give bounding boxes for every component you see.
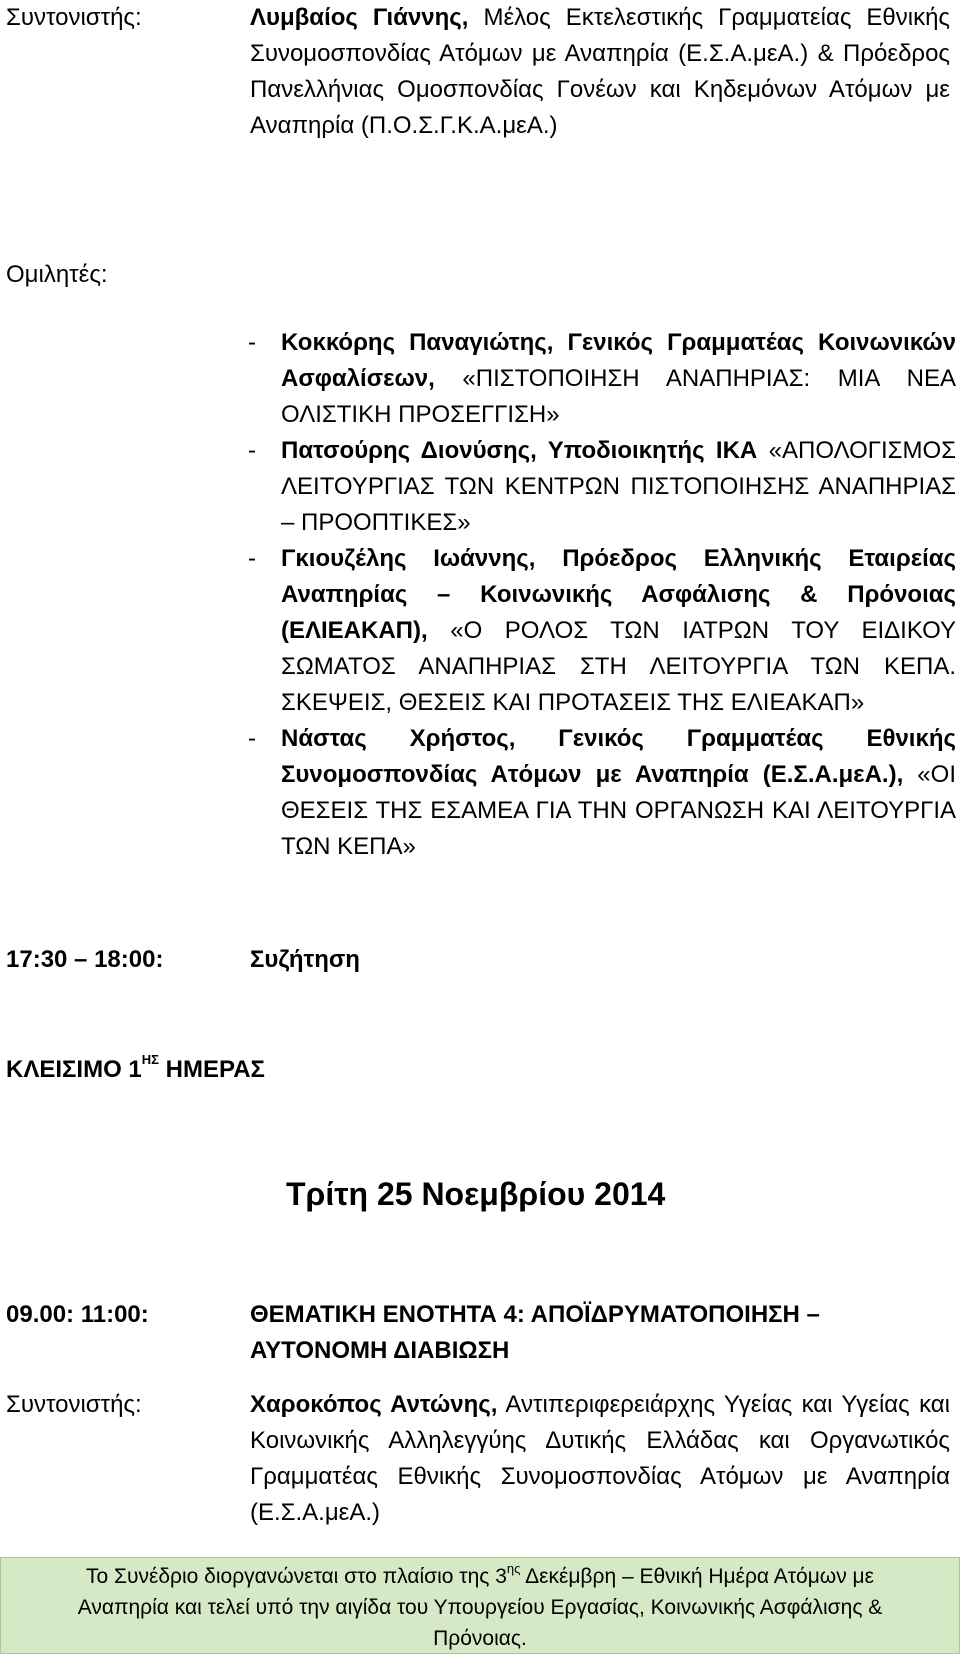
footer-text-end: Δεκέμβρη – Εθνική Ημέρα Ατόμων με — [520, 1565, 874, 1588]
footer-line-1 — [1, 1561, 959, 1592]
discussion-time: 17:30 – 18:00: — [6, 946, 164, 973]
coordinator-label: Συντονιστής: — [6, 1391, 142, 1418]
closing-text: ΚΛΕΙΣΙΜΟ 1 — [6, 1056, 142, 1083]
coordinator-description — [250, 0, 950, 144]
session-4-time: 09.00: 11:00: — [6, 1301, 149, 1328]
speaker-item — [248, 325, 956, 433]
speaker-item — [248, 433, 956, 541]
session-4-title-line-2: ΑΥΤΟΝΟΜΗ ΔΙΑΒΙΩΣΗ — [250, 1337, 510, 1364]
speaker-name: Κοκκόρης Παναγιώτης, Γενικός Γραμματέας Κοινωνικών Ασφαλίσεων, — [281, 329, 956, 392]
footer-line-2: Αναπηρία και τελεί υπό την αιγίδα του Υπουργείου Εργασίας, Κοινωνικής Ασφάλισης & — [77, 1596, 883, 1619]
closing-day-1 — [6, 1052, 954, 1088]
coordinator-name: Χαροκόπος Αντώνης, — [250, 1391, 498, 1418]
footer-banner — [0, 1557, 960, 1654]
speaker-talk-title: «ΟΙ ΘΕΣΕΙΣ ΤΗΣ ΕΣΑΜΕΑ ΓΙΑ ΤΗΝ ΟΡΓΑΝΩΣΗ ΚΑΙ ΛΕΙΤΟΥΡΓΙΑ ΤΩΝ ΚΕΠΑ» — [281, 761, 956, 860]
day-2-title: Τρίτη 25 Νοεμβρίου 2014 — [286, 1176, 666, 1212]
coordinator-label: Συντονιστής: — [6, 4, 142, 31]
footer-line-3: Πρόνοιας. — [433, 1627, 527, 1650]
speaker-name: Πατσούρης Διονύσης, Υποδιοικητής ΙΚΑ — [281, 437, 758, 464]
session-4-title-line-1: ΘΕΜΑΤΙΚΗ ΕΝΟΤΗΤΑ 4: ΑΠΟΪΔΡΥΜΑΤΟΠΟΙΗΣΗ – — [250, 1301, 820, 1328]
coordinator-role: Μέλος Εκτελεστικής Γραμματείας Εθνικής Συνομοσπονδίας Ατόμων με Αναπηρία (Ε.Σ.Α.μεΑ.) & Πρόεδρος Πανελλήνιας Ομοσπονδίας Γονέων και Κηδεμόνων Ατόμων με Αναπηρία (Π.Ο.Σ.Γ.Κ.Α.μεΑ.) — [250, 4, 951, 139]
speaker-name: Νάστας Χρήστος, Γενικός Γραμματέας Εθνικής Συνομοσπονδίας Ατόμων με Αναπηρία (Ε.Σ.Α.μεΑ.), — [281, 725, 956, 788]
speaker-talk-title: «Ο ΡΟΛΟΣ ΤΩΝ ΙΑΤΡΩΝ ΤΟΥ ΕΙΔΙΚΟΥ ΣΩΜΑΤΟΣ ΑΝΑΠΗΡΙΑΣ ΣΤΗ ΛΕΙΤΟΥΡΓΙΑ ΤΩΝ ΚΕΠΑ. ΣΚΕΨΕΙΣ, ΘΕΣΕΙΣ ΚΑΙ ΠΡΟΤΑΣΕΙΣ ΤΗΣ ΕΛΙΕΑΚΑΠ» — [281, 617, 956, 716]
coordinator-description — [250, 1387, 950, 1531]
session-4-title — [250, 1297, 955, 1369]
speakers-list — [248, 325, 956, 865]
list-dash: - — [248, 725, 256, 752]
list-dash: - — [248, 329, 256, 356]
list-dash: - — [248, 545, 256, 572]
discussion-label: Συζήτηση — [250, 946, 360, 973]
closing-superscript: ΗΣ — [141, 1052, 159, 1067]
speaker-name: Γκιουζέλης Ιωάννης, Πρόεδρος Ελληνικής Εταιρείας Αναπηρίας – Κοινωνικής Ασφάλισης & Πρόνοιας (ΕΛΙΕΑΚΑΠ), — [281, 545, 956, 644]
coordinator-role: Αντιπεριφερειάρχης Υγείας και Υγείας και Κοινωνικής Αλληλεγγύης Δυτικής Ελλάδας και Οργανωτικός Γραμματέας Εθνικής Συνομοσπονδίας Ατόμων με Αναπηρία (Ε.Σ.Α.μεΑ.) — [250, 1391, 950, 1526]
speaker-item — [248, 721, 956, 865]
speaker-talk-title: «ΠΙΣΤΟΠΟΙΗΣΗ ΑΝΑΠΗΡΙΑΣ: ΜΙΑ ΝΕΑ ΟΛΙΣΤΙΚΗ ΠΡΟΣΕΓΓΙΣΗ» — [281, 365, 956, 428]
footer-text: Το Συνέδριο διοργανώνεται στο πλαίσιο της 3 — [85, 1565, 507, 1588]
closing-text-end: ΗΜΕΡΑΣ — [158, 1056, 265, 1083]
footer-superscript: ης — [506, 1561, 521, 1576]
coordinator-name: Λυμβαίος Γιάννης, — [250, 4, 469, 31]
list-dash: - — [248, 437, 256, 464]
speaker-item — [248, 541, 956, 721]
speaker-talk-title: «ΑΠΟΛΟΓΙΣΜΟΣ ΛΕΙΤΟΥΡΓΙΑΣ ΤΩΝ ΚΕΝΤΡΩΝ ΠΙΣΤΟΠΟΙΗΣΗΣ ΑΝΑΠΗΡΙΑΣ – ΠΡΟΟΠΤΙΚΕΣ» — [281, 437, 956, 536]
speakers-label: Ομιλητές: — [6, 261, 108, 288]
